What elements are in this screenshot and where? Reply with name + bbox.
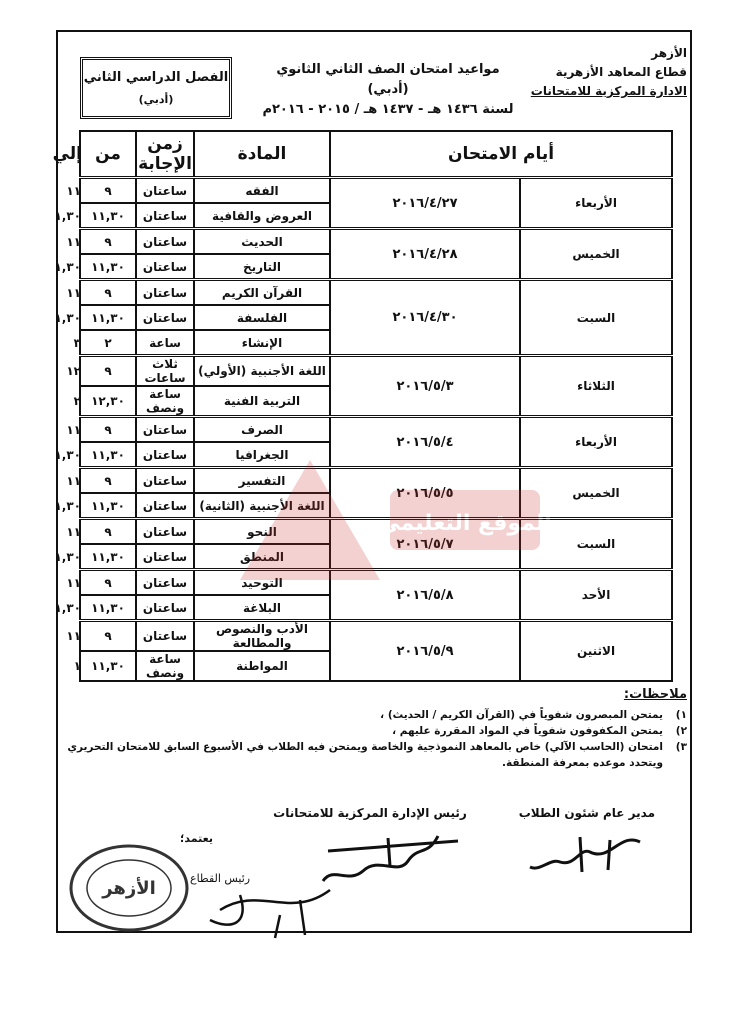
exams-head-title: رئيس الإدارة المركزية للامتحانات <box>273 806 467 820</box>
exam-day-cell: الخميس <box>520 229 672 280</box>
table-row: السبت ٢٠١٦/٤/٣٠ القرآن الكريم ساعتان ٩ ١١ <box>80 280 672 306</box>
notes-section <box>67 687 687 771</box>
table-row: الأربعاء ٢٠١٦/٤/٢٧ الفقه ساعتان ٩ ١١ <box>80 178 672 204</box>
seal-text: الأزهر <box>102 878 156 899</box>
table-row: التربية الفنية ساعة ونصف ١٢,٣٠ ٢ <box>80 386 672 417</box>
duration-cell: ثلاث ساعات <box>136 356 194 387</box>
note-number: ٣) <box>675 741 687 753</box>
subject-cell: المنطق <box>194 544 330 570</box>
table-row: الفلسفة ساعتان ١١,٣٠ ١,٣٠ <box>80 305 672 330</box>
table-row: اللغة الأجنبية (الثانية) ساعتان ١١,٣٠ ١,٣٠ <box>80 493 672 519</box>
subject-cell: الأدب والنصوص والمطالعة <box>194 621 330 652</box>
subject-cell: القرآن الكريم <box>194 280 330 306</box>
duration-cell: ساعتان <box>136 178 194 204</box>
table-row: الأحد ٢٠١٦/٥/٨ التوحيد ساعتان ٩ ١١ <box>80 570 672 596</box>
subject-cell: التربية الفنية <box>194 386 330 417</box>
note-item <box>67 739 687 771</box>
org-department: الادارة المركزية للامتحانات <box>530 84 687 98</box>
table-row: البلاغة ساعتان ١١,٣٠ ١,٣٠ <box>80 595 672 621</box>
exam-date-cell: ٢٠١٦/٥/٩ <box>330 621 520 682</box>
exam-date-cell: ٢٠١٦/٥/٥ <box>330 468 520 519</box>
start-time-cell: ٩ <box>80 229 136 255</box>
exam-day-cell: الأربعاء <box>520 417 672 468</box>
duration-cell: ساعة ونصف <box>136 651 194 681</box>
duration-cell: ساعة <box>136 330 194 356</box>
table-row: الإنشاء ساعة ٢ ٣ <box>80 330 672 356</box>
duration-cell: ساعتان <box>136 203 194 229</box>
exam-day-cell: الخميس <box>520 468 672 519</box>
subject-cell: الصرف <box>194 417 330 443</box>
note-item <box>67 723 687 739</box>
start-time-cell: ١١,٣٠ <box>80 442 136 468</box>
issuer-header <box>531 44 687 101</box>
exam-date-cell: ٢٠١٦/٥/٣ <box>330 356 520 417</box>
start-time-cell: ٩ <box>80 468 136 494</box>
duration-cell: ساعة ونصف <box>136 386 194 417</box>
start-time-cell: ٩ <box>80 178 136 204</box>
notes-title: ملاحظات: <box>623 687 687 702</box>
exam-day-cell: الأربعاء <box>520 178 672 229</box>
students-affairs-director-title: مدير عام شئون الطلاب <box>518 806 655 820</box>
start-time-cell: ٩ <box>80 621 136 652</box>
start-time-cell: ١١,٣٠ <box>80 254 136 280</box>
subject-cell: البلاغة <box>194 595 330 621</box>
duration-cell: ساعتان <box>136 519 194 545</box>
subject-cell: النحو <box>194 519 330 545</box>
start-time-cell: ١١,٣٠ <box>80 305 136 330</box>
semester-track: (أدبي) <box>138 93 174 106</box>
duration-cell: ساعتان <box>136 254 194 280</box>
duration-cell: ساعتان <box>136 570 194 596</box>
subject-cell: التاريخ <box>194 254 330 280</box>
duration-cell: ساعتان <box>136 493 194 519</box>
org-sector: قطاع المعاهد الأزهرية <box>555 65 687 79</box>
title-main: مواعيد امتحان الصف الثاني الثانوي (أدبي) <box>276 62 500 97</box>
subject-cell: العروض والقافية <box>194 203 330 229</box>
note-text: امتحان (الحاسب الآلي) خاص بالمعاهد النموذجية والخاصة ويمتحن فيه الطلاب في الأسبوع السابق للامتحان التحريري ويتحدد موعده بمعرفة المنطقة. <box>67 741 663 769</box>
start-time-cell: ١١,٣٠ <box>80 651 136 681</box>
exam-day-cell: الاثنين <box>520 621 672 682</box>
org-azhar: الأزهر <box>651 46 687 60</box>
table-body <box>54 178 672 682</box>
table-row: الخميس ٢٠١٦/٥/٥ التفسير ساعتان ٩ ١١ <box>80 468 672 494</box>
subject-cell: الفلسفة <box>194 305 330 330</box>
exam-date-cell: ٢٠١٦/٤/٣٠ <box>330 280 520 356</box>
table-row: العروض والقافية ساعتان ١١,٣٠ ١,٣٠ <box>80 203 672 229</box>
duration-cell: ساعتان <box>136 468 194 494</box>
subject-cell: المواطنة <box>194 651 330 681</box>
table-row: الجغرافيا ساعتان ١١,٣٠ ١,٣٠ <box>80 442 672 468</box>
table-row: الثلاثاء ٢٠١٦/٥/٣ اللغة الأجنبية (الأولي) ثلاث ساعات ٩ ١٢ <box>80 356 672 387</box>
title-year: لسنة ١٤٣٦ هـ - ١٤٣٧ هـ / ٢٠١٥ - ٢٠١٦م <box>262 102 514 117</box>
start-time-cell: ١١,٣٠ <box>80 544 136 570</box>
note-item <box>67 707 687 723</box>
start-time-cell: ٩ <box>80 417 136 443</box>
table-row: التاريخ ساعتان ١١,٣٠ ١,٣٠ <box>80 254 672 280</box>
exam-day-cell: السبت <box>520 280 672 356</box>
note-number: ٢) <box>675 725 687 737</box>
duration-cell: ساعتان <box>136 417 194 443</box>
table-row: المواطنة ساعة ونصف ١١,٣٠ ١ <box>80 651 672 681</box>
start-time-cell: ٢ <box>80 330 136 356</box>
start-time-cell: ١١,٣٠ <box>80 595 136 621</box>
start-time-cell: ١١,٣٠ <box>80 493 136 519</box>
sector-head-label: رئيس القطاع <box>190 872 251 885</box>
start-time-cell: ٩ <box>80 356 136 387</box>
start-time-cell: ١١,٣٠ <box>80 203 136 229</box>
exam-date-cell: ٢٠١٦/٤/٢٨ <box>330 229 520 280</box>
table-row: الاثنين ٢٠١٦/٥/٩ الأدب والنصوص والمطالعة ساعتان ٩ ١١ <box>80 621 672 652</box>
subject-cell: الفقه <box>194 178 330 204</box>
duration-cell: ساعتان <box>136 595 194 621</box>
document-title <box>258 60 518 120</box>
subject-cell: الإنشاء <box>194 330 330 356</box>
header-exam-days: أيام الامتحان <box>330 131 672 178</box>
duration-cell: ساعتان <box>136 442 194 468</box>
subject-cell: الحديث <box>194 229 330 255</box>
exam-date-cell: ٢٠١٦/٥/٤ <box>330 417 520 468</box>
exam-day-cell: السبت <box>520 519 672 570</box>
note-text: يمتحن المبصرون شفوياً في (القرآن الكريم / الحديث) ، <box>380 709 663 721</box>
watermark-text: الموقع التعليمي <box>378 511 552 536</box>
semester-label: الفصل الدراسي الثاني <box>83 70 229 85</box>
exam-date-cell: ٢٠١٦/٤/٢٧ <box>330 178 520 229</box>
duration-cell: ساعتان <box>136 229 194 255</box>
table-row: المنطق ساعتان ١١,٣٠ ١,٣٠ <box>80 544 672 570</box>
table-row: السبت ٢٠١٦/٥/٧ النحو ساعتان ٩ ١١ <box>80 519 672 545</box>
note-text: يمتحن المكفوفون شفوياً في المواد المقررة عليهم ، <box>392 725 663 737</box>
start-time-cell: ٩ <box>80 519 136 545</box>
table-header-row: أيام الامتحان المادة زمن الإجابة من إلي <box>80 131 672 178</box>
exam-day-cell: الأحد <box>520 570 672 621</box>
semester-box <box>80 57 232 119</box>
duration-cell: ساعتان <box>136 544 194 570</box>
subject-cell: اللغة الأجنبية (الأولي) <box>194 356 330 387</box>
approval-label: يعتمد؛ <box>180 832 213 845</box>
exam-date-cell: ٢٠١٦/٥/٨ <box>330 570 520 621</box>
subject-cell: اللغة الأجنبية (الثانية) <box>194 493 330 519</box>
note-number: ١) <box>675 709 687 721</box>
exam-date-cell: ٢٠١٦/٥/٧ <box>330 519 520 570</box>
start-time-cell: ٩ <box>80 570 136 596</box>
start-time-cell: ٩ <box>80 280 136 306</box>
table-row: الأربعاء ٢٠١٦/٥/٤ الصرف ساعتان ٩ ١١ <box>80 417 672 443</box>
header-from: من <box>80 131 136 178</box>
subject-cell: الجغرافيا <box>194 442 330 468</box>
duration-cell: ساعتان <box>136 305 194 330</box>
duration-cell: ساعتان <box>136 621 194 652</box>
duration-cell: ساعتان <box>136 280 194 306</box>
exam-day-cell: الثلاثاء <box>520 356 672 417</box>
start-time-cell: ١٢,٣٠ <box>80 386 136 417</box>
header-subject: المادة <box>194 131 330 178</box>
header-duration: زمن الإجابة <box>136 131 194 178</box>
table-row: الخميس ٢٠١٦/٤/٢٨ الحديث ساعتان ٩ ١١ <box>80 229 672 255</box>
subject-cell: التفسير <box>194 468 330 494</box>
subject-cell: التوحيد <box>194 570 330 596</box>
exam-schedule-table <box>52 130 673 682</box>
